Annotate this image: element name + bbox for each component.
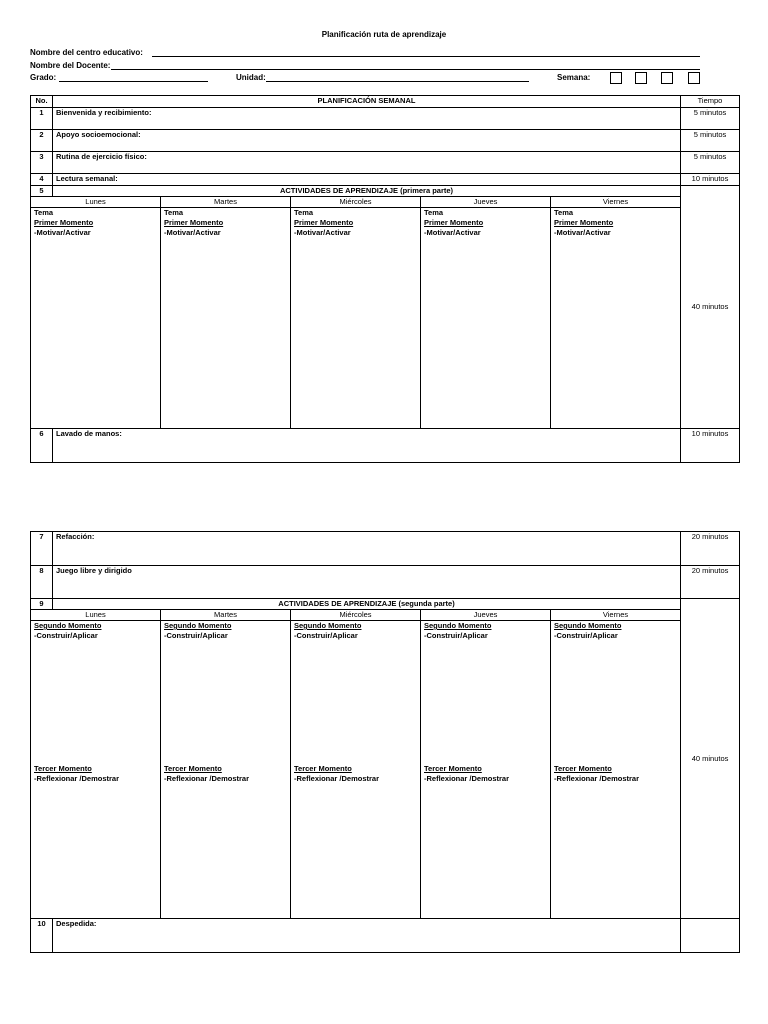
row-time: 5 minutos: [681, 152, 740, 174]
reflexionar-label: -Reflexionar /Demostrar: [294, 774, 380, 783]
day-cell-lunes[interactable]: [31, 621, 161, 919]
row-time: 20 minutos: [681, 566, 740, 599]
motivar-label: -Motivar/Activar: [294, 228, 351, 237]
page-title: Planificación ruta de aprendizaje: [321, 30, 447, 39]
grado-field[interactable]: [59, 81, 208, 82]
tercer-momento-label: Tercer Momento: [554, 764, 612, 773]
day-header-miercoles: Miércoles: [291, 610, 421, 621]
week-checkbox-4[interactable]: [688, 72, 700, 84]
construir-label: -Construir/Aplicar: [294, 631, 358, 640]
activities-title: ACTIVIDADES DE APRENDIZAJE (segunda parte): [53, 599, 681, 610]
row-label[interactable]: Lavado de manos:: [53, 429, 681, 463]
table-row: [31, 532, 740, 566]
row-number: 9: [31, 599, 53, 610]
day-header-martes: Martes: [161, 197, 291, 208]
row-number: 2: [31, 130, 53, 152]
tercer-momento-label: Tercer Momento: [294, 764, 352, 773]
day-header-miercoles: Miércoles: [291, 197, 421, 208]
day-header-viernes: Viernes: [551, 197, 681, 208]
segundo-momento-label: Segundo Momento: [554, 621, 622, 630]
day-cell-martes[interactable]: [161, 621, 291, 919]
activities-time: 40 minutos: [681, 186, 740, 429]
row-number: 7: [31, 532, 53, 566]
weekly-plan-table-1: [30, 95, 740, 463]
table-row: [31, 108, 740, 130]
motivar-label: -Motivar/Activar: [164, 228, 221, 237]
weekly-plan-table-2: [30, 531, 740, 953]
segundo-momento-label: Segundo Momento: [294, 621, 362, 630]
tema-label: Tema: [294, 208, 314, 217]
primer-momento-label: Primer Momento: [424, 218, 484, 227]
centro-label: Nombre del centro educativo:: [30, 48, 143, 57]
day-header-lunes: Lunes: [31, 197, 161, 208]
tercer-momento-label: Tercer Momento: [34, 764, 92, 773]
day-cell-jueves[interactable]: [421, 208, 551, 429]
segundo-momento-label: Segundo Momento: [164, 621, 232, 630]
day-header-jueves: Jueves: [421, 610, 551, 621]
motivar-label: -Motivar/Activar: [424, 228, 481, 237]
row-number: 8: [31, 566, 53, 599]
day-cell-martes[interactable]: [161, 208, 291, 429]
row-number: 3: [31, 152, 53, 174]
col-no-header: No.: [31, 96, 53, 108]
row-time: 10 minutos: [681, 429, 740, 463]
grado-label: Grado:: [30, 73, 57, 82]
row-label[interactable]: Apoyo socioemocional:: [53, 130, 681, 152]
reflexionar-label: -Reflexionar /Demostrar: [554, 774, 640, 783]
primer-momento-label: Primer Momento: [164, 218, 224, 227]
table-row: [31, 429, 740, 463]
table-row: [31, 919, 740, 953]
segundo-momento-label: Segundo Momento: [34, 621, 102, 630]
tercer-momento-label: Tercer Momento: [164, 764, 222, 773]
day-cell-lunes[interactable]: [31, 208, 161, 429]
segundo-momento-label: Segundo Momento: [424, 621, 492, 630]
row-label[interactable]: Lectura semanal:: [53, 174, 681, 186]
tema-label: Tema: [34, 208, 54, 217]
unidad-label: Unidad:: [236, 73, 266, 82]
primer-momento-label: Primer Momento: [294, 218, 354, 227]
day-cell-miercoles[interactable]: [291, 208, 421, 429]
motivar-label: -Motivar/Activar: [554, 228, 611, 237]
row-label[interactable]: Despedida:: [53, 919, 681, 953]
day-header-lunes: Lunes: [31, 610, 161, 621]
tema-label: Tema: [424, 208, 444, 217]
row-label[interactable]: Juego libre y dirigido: [53, 566, 681, 599]
day-cell-viernes[interactable]: [551, 621, 681, 919]
docente-field[interactable]: [111, 69, 700, 70]
row-number: 5: [31, 186, 53, 197]
day-cell-viernes[interactable]: [551, 208, 681, 429]
day-header-viernes: Viernes: [551, 610, 681, 621]
table-row: [31, 566, 740, 599]
table-row: [31, 174, 740, 186]
construir-label: -Construir/Aplicar: [34, 631, 98, 640]
row-number: 10: [31, 919, 53, 953]
row-time: [681, 919, 740, 953]
col-plan-header: PLANIFICACIÓN SEMANAL: [53, 96, 681, 108]
tercer-momento-label: Tercer Momento: [424, 764, 482, 773]
row-number: 1: [31, 108, 53, 130]
activities-time: 40 minutos: [681, 599, 740, 919]
row-label[interactable]: Refacción:: [53, 532, 681, 566]
construir-label: -Construir/Aplicar: [554, 631, 618, 640]
row-time: 5 minutos: [681, 130, 740, 152]
construir-label: -Construir/Aplicar: [164, 631, 228, 640]
docente-label: Nombre del Docente:: [30, 61, 111, 70]
primer-momento-label: Primer Momento: [34, 218, 94, 227]
day-header-jueves: Jueves: [421, 197, 551, 208]
week-checkbox-1[interactable]: [610, 72, 622, 84]
day-header-martes: Martes: [161, 610, 291, 621]
col-time-header: Tiempo: [681, 96, 740, 108]
activities-title: ACTIVIDADES DE APRENDIZAJE (primera parte): [53, 186, 681, 197]
row-number: 6: [31, 429, 53, 463]
row-time: 5 minutos: [681, 108, 740, 130]
day-cell-jueves[interactable]: [421, 621, 551, 919]
week-checkbox-3[interactable]: [661, 72, 673, 84]
tema-label: Tema: [554, 208, 574, 217]
table-row: [31, 152, 740, 174]
row-number: 4: [31, 174, 53, 186]
tema-label: Tema: [164, 208, 184, 217]
reflexionar-label: -Reflexionar /Demostrar: [34, 774, 120, 783]
table-row: [31, 130, 740, 152]
construir-label: -Construir/Aplicar: [424, 631, 488, 640]
row-time: 10 minutos: [681, 174, 740, 186]
row-time: 20 minutos: [681, 532, 740, 566]
reflexionar-label: -Reflexionar /Demostrar: [424, 774, 510, 783]
row-label[interactable]: Bienvenida y recibimiento:: [53, 108, 681, 130]
semana-label: Semana:: [557, 73, 591, 82]
primer-momento-label: Primer Momento: [554, 218, 614, 227]
week-checkbox-2[interactable]: [635, 72, 647, 84]
day-cell-miercoles[interactable]: [291, 621, 421, 919]
reflexionar-label: -Reflexionar /Demostrar: [164, 774, 250, 783]
centro-field[interactable]: [152, 56, 700, 57]
motivar-label: -Motivar/Activar: [34, 228, 91, 237]
unidad-field[interactable]: [266, 81, 529, 82]
row-label[interactable]: Rutina de ejercicio físico:: [53, 152, 681, 174]
